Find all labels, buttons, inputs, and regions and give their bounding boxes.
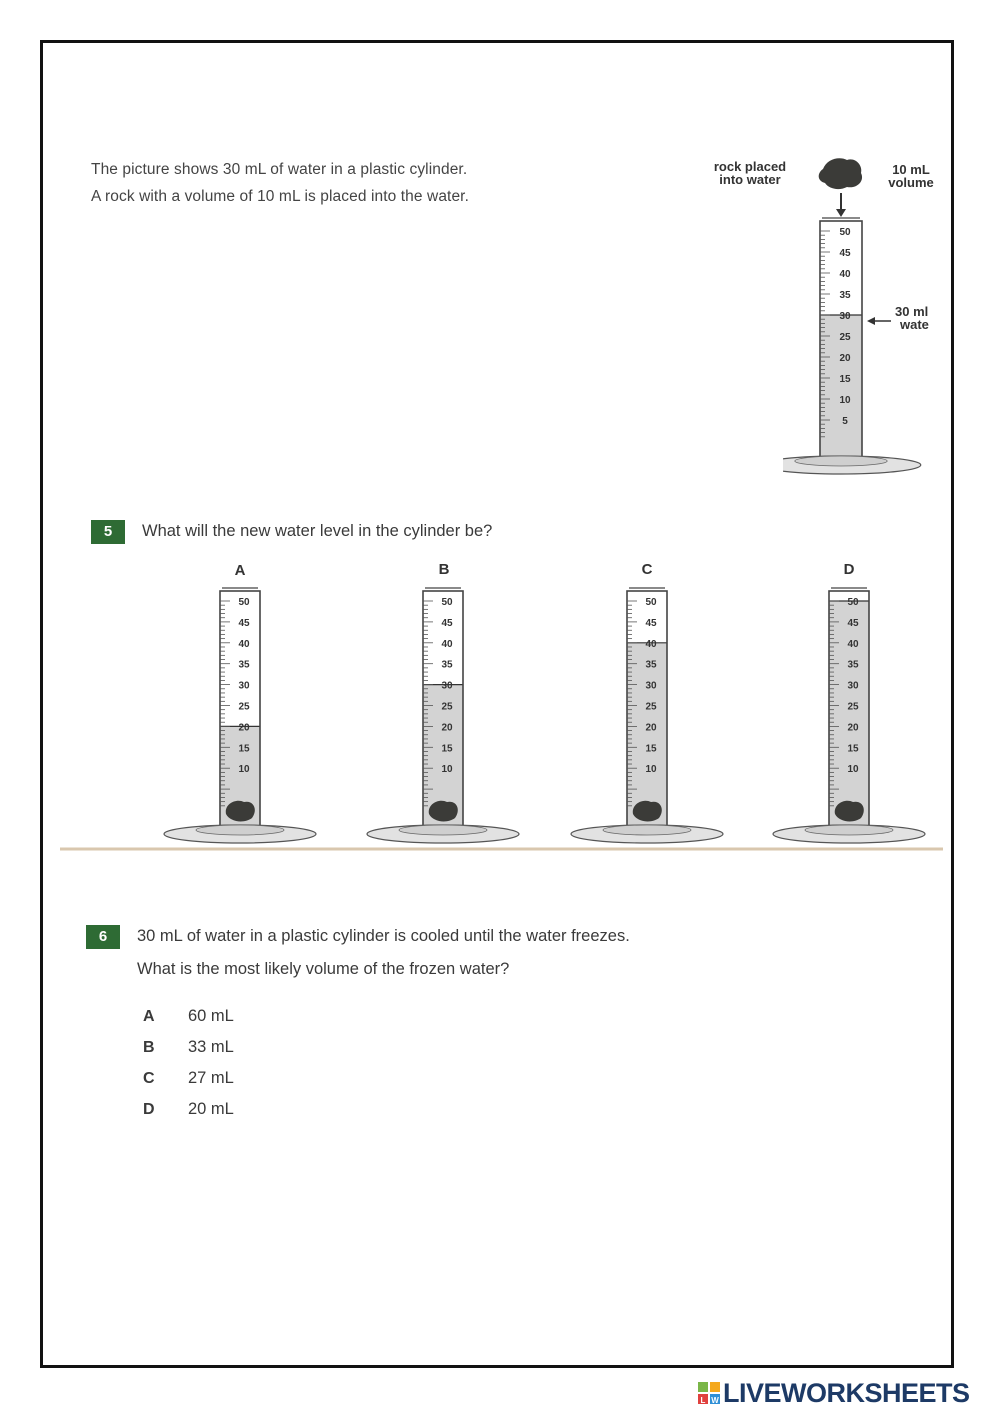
scale-label: 40	[441, 638, 453, 650]
option-b-letter[interactable]: B	[438, 561, 450, 578]
liveworksheets-logo-icon	[698, 1382, 720, 1404]
scale-label: 35	[645, 659, 657, 671]
scale-label: 25	[645, 701, 657, 713]
rock-placed-label-line2: into water	[719, 172, 781, 187]
option-letter: C	[143, 1069, 155, 1087]
rock-volume-label-line2: volume	[888, 175, 934, 190]
cylinder-base-top	[399, 825, 487, 835]
option-d-letter[interactable]: D	[843, 561, 855, 578]
option-letter: D	[143, 1100, 155, 1118]
intro-line-1: The picture shows 30 mL of water in a plastic cylinder.	[91, 161, 468, 178]
scale-label: 15	[839, 374, 851, 385]
option-c-letter[interactable]: C	[641, 561, 653, 578]
question-6-options	[143, 1001, 234, 1125]
option-value: 27 mL	[188, 1069, 234, 1087]
scale-label: 50	[839, 227, 851, 238]
scale-label: 35	[847, 659, 859, 671]
scale-label: 40	[839, 269, 851, 280]
logo-letter: L	[700, 1396, 706, 1404]
question-6-line-2: What is the most likely volume of the frozen water?	[137, 960, 510, 978]
logo-letter: W	[711, 1396, 719, 1404]
option-letter: B	[143, 1038, 155, 1056]
answer-cylinders	[43, 583, 951, 853]
scale-label: 15	[847, 743, 859, 755]
scale-label: 50	[847, 597, 859, 608]
scale-label: 40	[238, 638, 250, 650]
rock-volume-label-line1: 10 mL	[892, 162, 930, 177]
scale-label: 45	[441, 617, 453, 629]
scale-label: 25	[839, 332, 851, 343]
question-6-line-1: 30 mL of water in a plastic cylinder is cooled until the water freezes.	[137, 927, 630, 945]
option-value: 20 mL	[188, 1100, 234, 1118]
scale-label: 45	[839, 248, 851, 259]
water-volume-label-line1: 30 ml	[895, 304, 929, 319]
scale-label: 20	[847, 722, 859, 734]
option-a-letter[interactable]: A	[234, 562, 246, 579]
cylinder-base-top	[196, 825, 284, 835]
option-b-cylinder[interactable]	[367, 588, 519, 843]
question-6-option-c[interactable]	[143, 1063, 234, 1094]
option-value: 60 mL	[188, 1007, 234, 1025]
scale-label: 20	[645, 722, 657, 734]
scale-label: 30	[847, 680, 859, 692]
cylinder-base-top	[795, 456, 887, 466]
scale-label: 50	[441, 597, 453, 608]
scale-label: 25	[238, 701, 250, 713]
scale-label: 10	[847, 764, 859, 776]
rock-icon	[835, 801, 864, 822]
cylinder-base-top	[805, 825, 893, 835]
scale-label: 35	[839, 290, 851, 301]
question-5-badge: 5	[91, 520, 125, 544]
scale-label: 15	[441, 743, 453, 755]
rock-icon	[226, 801, 255, 822]
scale-label: 50	[645, 597, 657, 608]
pointer-arrow-icon	[867, 317, 891, 325]
water-fill	[829, 601, 869, 828]
cylinder-base-top	[603, 825, 691, 835]
scale-label: 15	[238, 743, 250, 755]
rock-icon	[819, 158, 862, 189]
scale-label: 15	[645, 743, 657, 755]
scale-label: 45	[238, 617, 250, 629]
option-c-cylinder[interactable]	[571, 588, 723, 843]
scale-label: 45	[645, 617, 657, 629]
question-6-badge: 6	[86, 925, 120, 949]
rock-icon	[633, 801, 662, 822]
top-cylinder-diagram	[783, 153, 923, 485]
scale-label: 50	[238, 597, 250, 608]
option-a-cylinder[interactable]	[164, 588, 316, 843]
scale-label: 20	[238, 722, 250, 734]
graduated-cylinder	[783, 218, 921, 474]
scale-label: 10	[839, 395, 851, 406]
scale-label: 25	[847, 701, 859, 713]
water-volume-label-line2: wate	[900, 317, 929, 332]
option-value: 33 mL	[188, 1038, 234, 1056]
scale-label: 5	[842, 416, 848, 427]
option-d-cylinder[interactable]	[773, 588, 925, 843]
scale-label: 30	[238, 680, 250, 692]
scale-label: 30	[839, 311, 851, 322]
scale-label: 10	[645, 764, 657, 776]
scale-label: 10	[441, 764, 453, 776]
scale-label: 20	[441, 722, 453, 734]
scale-label: 30	[645, 680, 657, 692]
scale-label: 45	[847, 617, 859, 629]
scale-label: 35	[441, 659, 453, 671]
intro-line-2: A rock with a volume of 10 mL is placed into the water.	[91, 188, 469, 205]
rock-icon	[429, 801, 458, 822]
rock-placed-label-line1: rock placed	[713, 159, 787, 174]
question-6-option-d[interactable]	[143, 1094, 234, 1125]
question-6-option-a[interactable]	[143, 1001, 234, 1032]
scale-label: 10	[238, 764, 250, 776]
scale-label: 30	[441, 680, 453, 692]
option-letter: A	[143, 1007, 155, 1025]
question-5-text: What will the new water level in the cylinder be?	[142, 522, 493, 540]
question-6-option-b[interactable]	[143, 1032, 234, 1063]
scale-label: 25	[441, 701, 453, 713]
scale-label: 35	[238, 659, 250, 671]
liveworksheets-brand-text: LIVEWORKSHEETS	[723, 1377, 970, 1408]
scale-label: 40	[847, 638, 859, 650]
worksheet-page	[40, 40, 954, 1368]
scale-label: 40	[645, 638, 657, 650]
liveworksheets-logo[interactable]	[698, 1378, 970, 1408]
scale-label: 20	[839, 353, 851, 364]
down-arrow-icon	[836, 193, 846, 217]
